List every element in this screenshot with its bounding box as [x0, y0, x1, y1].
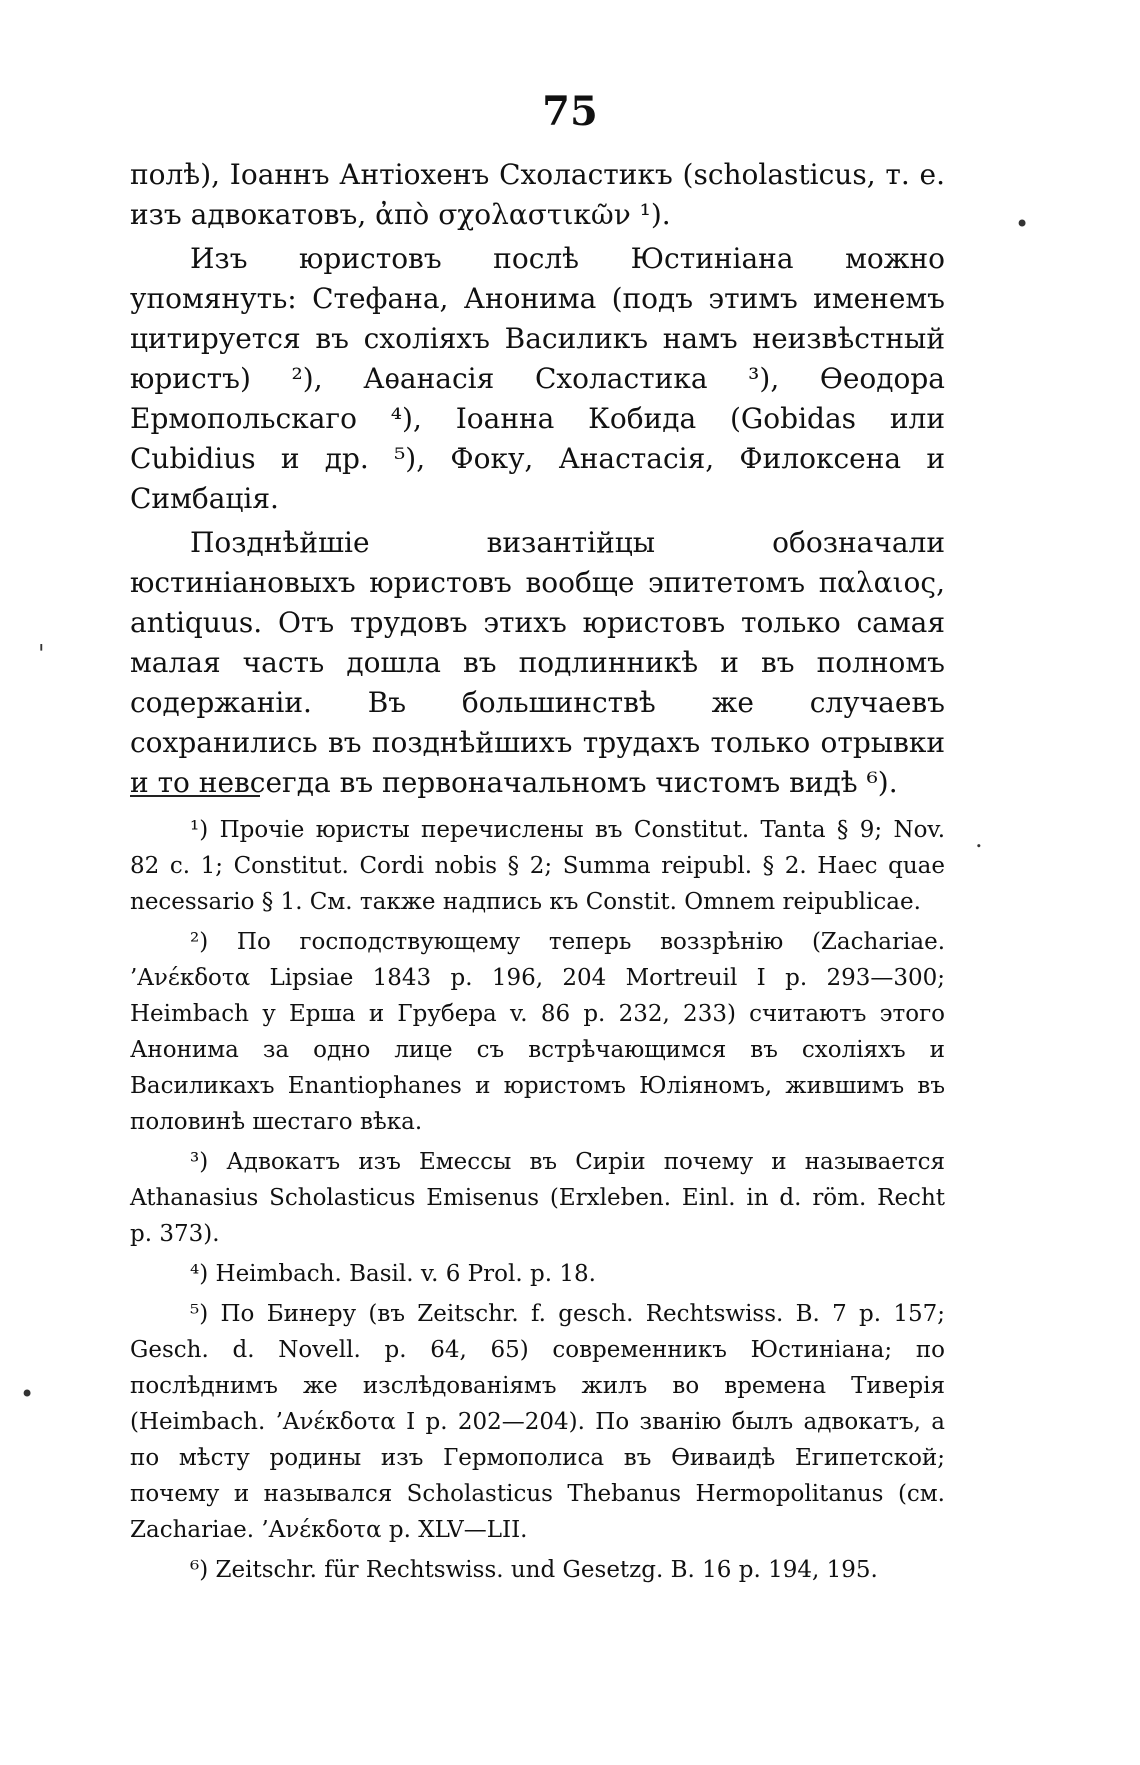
footnote-5	[130, 1296, 945, 1548]
footnote-3	[130, 1144, 945, 1252]
footnote-4	[130, 1256, 945, 1292]
paragraph-3: Позднѣйшіе византійцы обозначали юстиніановыхъ юристовъ вообще эпитетомъ παλαιος, antiquus. Отъ трудовъ этихъ юристовъ только самая малая часть дошла въ подлинникѣ и въ полномъ содержаніи. Въ большинствѣ же случаевъ сохранились въ позднѣйшихъ трудахъ только отрывки и то невсегда въ первоначальномъ чистомъ видѣ ⁶).	[130, 526, 945, 799]
margin-speck: •	[1015, 210, 1030, 238]
footnote-mark: ⁶)	[190, 1557, 209, 1583]
footnote-2	[130, 924, 945, 1140]
main-text	[130, 155, 945, 803]
footnotes	[130, 812, 945, 1592]
paragraph-1: полѣ), Іоаннъ Антіохенъ Схоластикъ (scholasticus, т. е. изъ адвокатовъ, ἀπὸ σχολαστικῶν ¹).	[130, 158, 945, 231]
margin-speck: .	[975, 825, 983, 853]
footnote-mark: ⁵)	[190, 1301, 209, 1327]
footnote-text: Zeitschr. für Rechtswiss. und Gesetzg. B. 16 p. 194, 195.	[215, 1557, 878, 1583]
footnote-mark: ²)	[190, 929, 209, 955]
margin-speck: •	[20, 1380, 35, 1408]
margin-speck: '	[38, 640, 45, 668]
footnote-text: Heimbach. Basil. v. 6 Prol. p. 18.	[215, 1261, 596, 1287]
page-number: 75	[542, 88, 598, 135]
paragraph-2: Изъ юристовъ послѣ Юстиніана можно упомянуть: Стефана, Анонима (подъ этимъ именемъ цитируется въ схоліяхъ Василикъ намъ неизвѣстный юристъ) ²), Аѳанасія Схоластика ³), Ѳеодора Ермопольскаго ⁴), Іоанна Кобида (Gobidas или Cubidius и др. ⁵), Фоку, Анастасія, Филоксена и Симбація.	[130, 242, 945, 515]
footnote-6	[130, 1552, 945, 1588]
footnote-mark: ⁴)	[190, 1261, 209, 1287]
footnote-text: Адвокатъ изъ Емессы въ Сиріи почему и называется Athanasius Scholasticus Emisenus (Erxleben. Einl. in d. röm. Recht p. 373).	[130, 1149, 946, 1247]
footnote-text: По господствующему теперь воззрѣнію (Zachariae. ’Ανέκδοτα Lipsiae 1843 p. 196, 204 Mortreuil I p. 293—300; Heimbach у Ерша и Грубера v. 86 p. 232, 233) считаютъ этого Анонима за одно лице съ встрѣчающимся въ схоліяхъ и Василикахъ Enantiophanes и юристомъ Юліяномъ, жившимъ въ половинѣ шестаго вѣка.	[130, 929, 946, 1135]
footnote-divider	[130, 795, 260, 797]
footnote-mark: ¹)	[190, 817, 209, 843]
footnote-1	[130, 812, 945, 920]
footnote-mark: ³)	[190, 1149, 209, 1175]
footnote-text: Прочіе юристы перечислены въ Constitut. Tanta § 9; Nov. 82 c. 1; Constitut. Cordi nobis § 2; Summa reipubl. § 2. Haec quae necessario § 1. См. также надпись къ Constit. Omnem reipublicae.	[130, 817, 945, 915]
footnote-text: По Бинеру (въ Zeitschr. f. gesch. Rechtswiss. B. 7 p. 157; Gesch. d. Novell. p. 64, 65) современникъ Юстиніана; по послѣднимъ же изслѣдованіямъ жилъ во времена Тиверія (Heimbach. ’Ανέκδοτα I p. 202—204). По званію былъ адвокатъ, а по мѣсту родины изъ Гермополиса въ Ѳиваидѣ Египетской; почему и назывался Scholasticus Thebanus Hermopolitanus (см. Zachariae. ’Ανέκδοτα p. XLV—LII.	[130, 1301, 946, 1543]
